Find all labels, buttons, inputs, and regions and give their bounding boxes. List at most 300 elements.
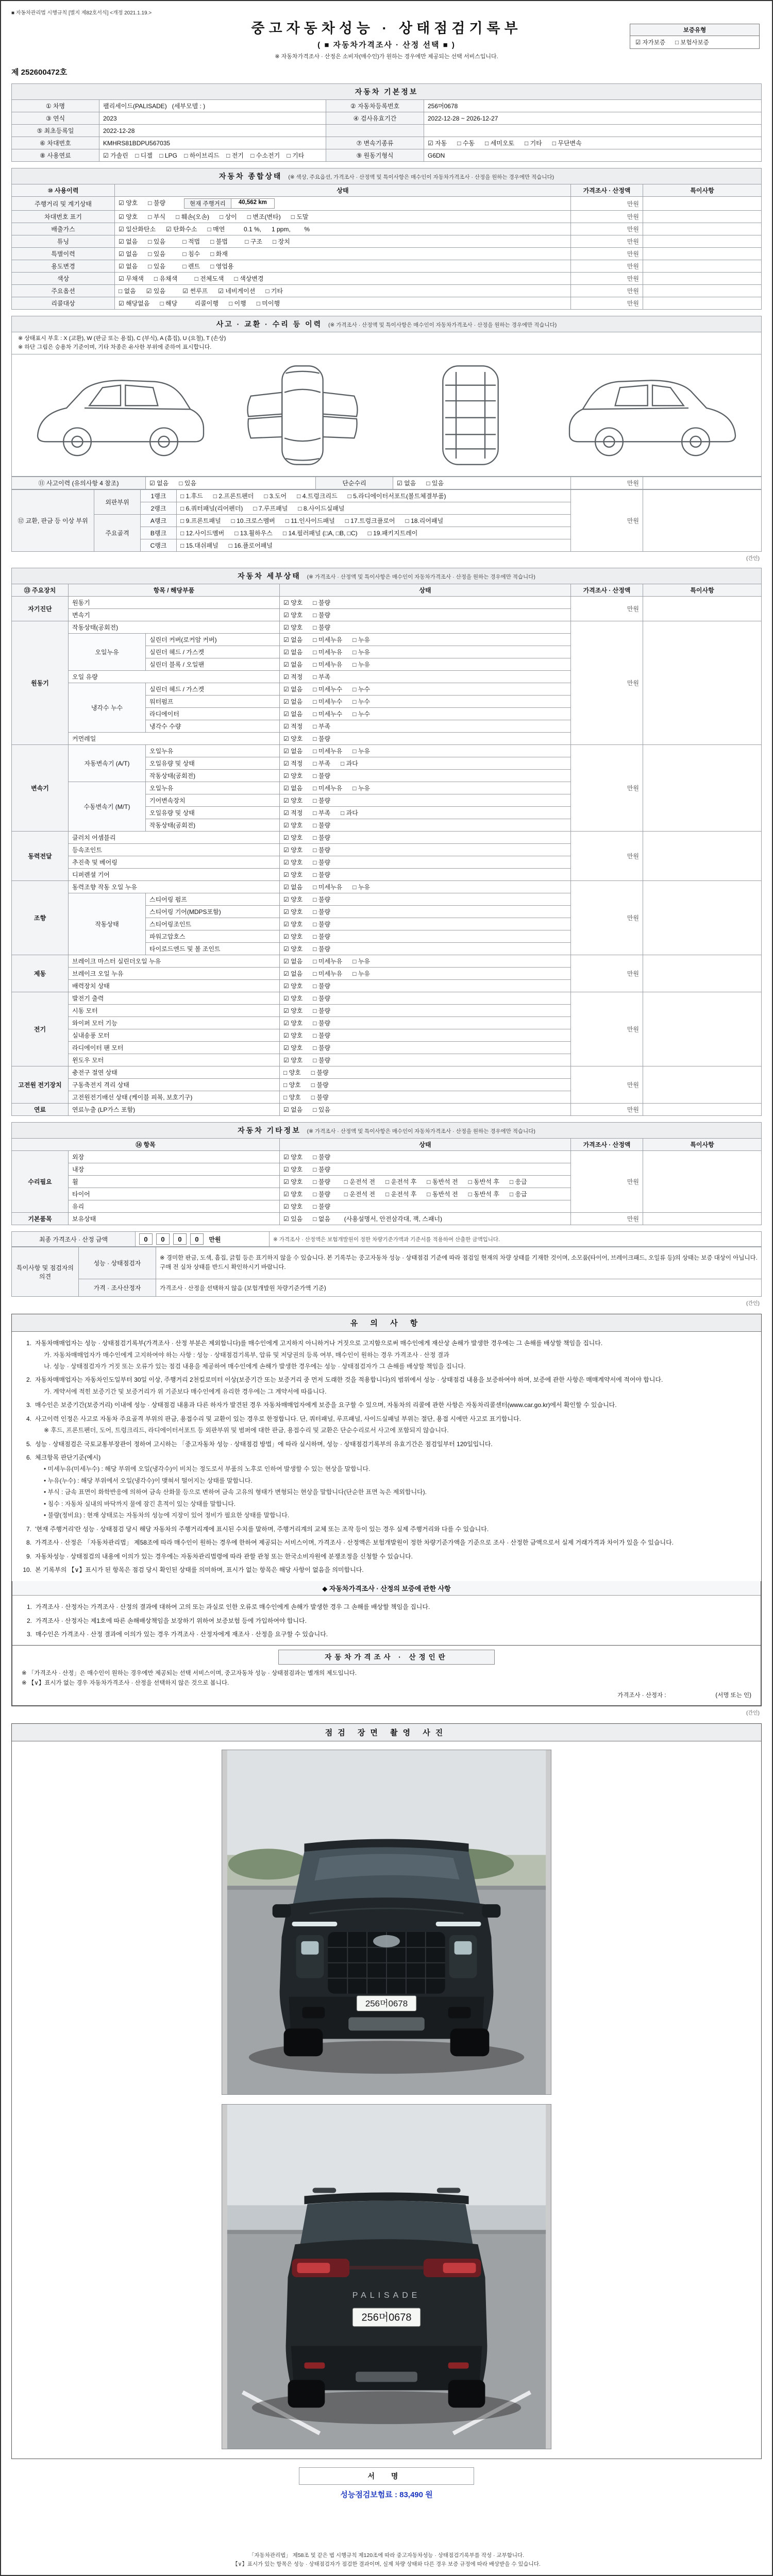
- group-label: 변속기: [12, 745, 69, 832]
- status-checkboxes: ☑ 양호 □ 불량: [280, 869, 571, 881]
- col-status: 상태: [115, 184, 571, 197]
- col-price: 가격조사 · 산정액: [571, 584, 643, 597]
- status-checkboxes: ☑ 없음 □ 미세누수 □ 누수: [280, 696, 571, 708]
- etc-row: [12, 1151, 762, 1163]
- note-cell: [643, 297, 762, 310]
- vehicle-rear-photo-image: [222, 2105, 551, 2449]
- note-cell: [643, 197, 762, 211]
- legend-symbols: ※ 상태표시 부호 : X (교환), W (판금 또는 용접), C (부식), A (흠집), U (요철), T (손상): [18, 335, 226, 342]
- item-label: 커먼레일: [69, 733, 280, 745]
- notice-item: [21, 1453, 752, 1463]
- rank-row: [12, 490, 762, 502]
- price-cell: 만원: [571, 273, 643, 285]
- status-checkboxes: ☑ 양호 □ 불량: [280, 609, 571, 621]
- rank-items: □ 6.쿼터패널(리어펜더) □ 7.루프패널 □ 8.사이드실패널: [177, 502, 571, 515]
- rank-items: □ 12.사이드멤버 □ 13.휠하우스 □ 14.필러패널 (□A, □B, □C) □ 19.패키지트레이: [177, 527, 571, 539]
- status-checkboxes: ☑ 적정 □ 부족: [280, 720, 571, 733]
- status-checkboxes: ☑ 양호 □ 불량: [280, 1163, 571, 1176]
- item-label: 라디에이터 팬 모터: [69, 1042, 280, 1054]
- page-subtitle-note: ※ 자동차가격조사 · 산정은 소비자(매수인)가 원하는 경우에만 제공되는 선택 서비스입니다.: [275, 54, 498, 60]
- overall-row: [12, 211, 762, 223]
- price-cell: 만원: [571, 477, 643, 489]
- status-checkboxes: ☑ 양호 □ 불량: [280, 856, 571, 869]
- field-label: ⑦ 변속기종류: [326, 137, 424, 149]
- item-label: 브레이크 오일 누유: [69, 968, 280, 980]
- status-checkboxes: ☑ 양호 □ 불량: [280, 733, 571, 745]
- item-label: 냉각수 수량: [146, 720, 280, 733]
- detail-header-row: [12, 584, 762, 597]
- section-basic-info: [11, 83, 762, 99]
- status-checkboxes: ☑ 없음 □ 미세누유 □ 누유: [280, 745, 571, 757]
- note-cell: [643, 992, 762, 1066]
- overall-table-body: [12, 197, 762, 310]
- status-checkboxes: ☑ 없음 □ 미세누유 □ 누유: [280, 782, 571, 794]
- rank-label: A랭크: [141, 515, 177, 527]
- detail-row: [12, 1104, 762, 1116]
- notice-text: 자동차성능 · 상태점검의 내용에 이의가 있는 경우에는 자동차관리법령에 따라 관할 관청 또는 한국소비자원에 분쟁조정을 신청할 수 있습니다.: [35, 1552, 413, 1560]
- fee-label: 성능점검보험료 :: [340, 2490, 397, 2500]
- item-label: 오일누유: [146, 782, 280, 794]
- fee-value: 83,490 원: [399, 2490, 433, 2500]
- footer-line-2: 【∨】표시가 있는 항목은 성능 · 상태점검자가 점검한 결과이며, 실제 차량 상태와 다른 경우 보증 규정에 따라 배상받을 수 있습니다.: [232, 2561, 541, 2568]
- notice-number: 10.: [23, 1566, 31, 1573]
- detail-row: [12, 745, 762, 757]
- detail-row: [12, 881, 762, 893]
- price-cell: 만원: [571, 832, 643, 881]
- section-etc: [11, 1122, 762, 1138]
- notice-item: [21, 1400, 752, 1410]
- item-label: 작동상태(공회전): [146, 770, 280, 782]
- status-checkboxes: ☑ 있음 □ 없음 (사용설명서, 안전삼각대, 잭, 스패너): [280, 1213, 571, 1225]
- status-checkboxes: ☑ 양호 □ 불량: [280, 893, 571, 906]
- status-checkboxes: ☑ 양호 □ 불량: [280, 1005, 571, 1017]
- notice-number: 1.: [26, 1603, 32, 1611]
- item-label: 스티어링조인트: [146, 918, 280, 930]
- price-cell: 만원: [571, 490, 643, 552]
- notice-item: [21, 1338, 752, 1348]
- overall-table: [11, 184, 762, 310]
- opinion-row: [12, 1279, 762, 1297]
- field-label: ⑧ 사용연료: [12, 149, 99, 162]
- car-diagram-left-side: [27, 361, 207, 469]
- item-label: 변속기: [69, 609, 280, 621]
- accident-ranks-table: [11, 489, 762, 552]
- section-detail: [11, 568, 762, 584]
- notice-subitem: 나. 성능 · 상태점검자가 거짓 또는 오류가 있는 점검 내용을 제공하여 매수인에게 손해가 발생한 경우에는 성능 · 상태점검자가 그 손해를 배상할 책임을 집니다.: [44, 1362, 466, 1370]
- notice-item: [22, 1616, 751, 1626]
- rank-items: □ 1.후드 □ 2.프론트펜더 □ 3.도어 □ 4.트렁크리드 □ 5.라디에이터서포트(볼트체결부품): [177, 490, 571, 502]
- usage-item-label: 특별이력: [12, 248, 115, 260]
- status-checkboxes: ☑ 없음 □ 미세누유 □ 누유: [280, 646, 571, 658]
- simple-repair-label: 단순수리: [316, 477, 393, 489]
- inspector-label: 성능 · 상태점검자: [79, 1247, 156, 1279]
- item-label: 윈도우 모터: [69, 1054, 280, 1066]
- basic-row: [12, 100, 762, 112]
- note-cell: [643, 1151, 762, 1213]
- form-reference: ■ 자동차관리법 시행규칙 [별지 제82호서식] <개정 2021.1.19.>: [11, 10, 152, 16]
- section-overall-title: 자동차 종합상태: [219, 172, 282, 180]
- item-label: 보유상태: [69, 1213, 280, 1225]
- notice-text: 성능 · 상태점검은 국토교통부장관이 정하여 고시하는 「중고자동차 성능 · 상태점검 방법」에 따라 실시하며, 성능 · 상태점검기록부의 유효기간은 점검일부터 120일입니다.: [35, 1440, 493, 1448]
- status-checkboxes: ☑ 없음 □ 미세누수 □ 누수: [280, 683, 571, 696]
- status-checkboxes: ☑ 없음 □ 미세누유 □ 누유: [280, 955, 571, 968]
- assessor-note-2: ※ 【∨】표시가 없는 경우 자동차가격조사 · 산정을 선택하지 않은 것으로 봅니다.: [22, 1680, 229, 1686]
- status-checkboxes: ☑ 양호 □ 불량: [280, 819, 571, 832]
- col-item: ⑭ 항목: [12, 1139, 280, 1151]
- status-checkboxes: ☑ 양호 □ 불량: [280, 930, 571, 943]
- item-label: 배력장치 상태: [69, 980, 280, 992]
- item-label: 오일 유량: [69, 671, 280, 683]
- notice-number: 2.: [26, 1376, 31, 1384]
- notices-list: [12, 1332, 761, 1581]
- status-checkboxes: ☑ 양호 □ 불량: [280, 770, 571, 782]
- subgroup-label: 자동변속기 (A/T): [69, 745, 146, 782]
- note-cell: [643, 621, 762, 745]
- final-price-row: [12, 1232, 762, 1247]
- status-checkboxes: ☑ 양호 □ 불량: [280, 1017, 571, 1029]
- assessor-title: 자동차가격조사 · 산정인란: [278, 1650, 495, 1665]
- section-etc-note: (※ 가격조사 · 산정액 및 특이사항은 매수인이 자동차가격조사 · 산정을 원하는 경우에만 적습니다): [307, 1128, 535, 1135]
- status-checkboxes: ☑ 적정 □ 부족: [280, 671, 571, 683]
- item-label: 유리: [69, 1200, 280, 1213]
- footer-line-1: 「자동차관리법」 제58조 및 같은 법 시행규칙 제120조에 따라 중고자동차성능 · 상태점검기록부를 작성 · 교부합니다.: [248, 2552, 525, 2559]
- usage-item-label: 배출가스: [12, 223, 115, 235]
- field-value: G6DN: [424, 149, 762, 162]
- notice-subitem: • 누유(누수) : 해당 부위에서 오일(냉각수)이 맺혀서 떨어지는 상태를 말합니다.: [44, 1477, 253, 1484]
- car-diagrams: [11, 354, 762, 477]
- assessor-signature-line: 가격조사 · 산정자 : (서명 또는 인): [617, 1692, 751, 1699]
- group-label: 조향: [12, 881, 69, 955]
- note-cell: [643, 490, 762, 552]
- notice-text: 본 기록부의 【∨】표시가 된 항목은 점검 당시 확인된 상태를 의미하며, 표시가 없는 항목은 해당 사항이 없음을 의미합니다.: [35, 1566, 364, 1573]
- detail-row: [12, 992, 762, 1005]
- odometer-box: [184, 198, 275, 209]
- item-label: 기어변속장치: [146, 794, 280, 807]
- item-label: 추진축 및 베어링: [69, 856, 280, 869]
- status-checkboxes: ☑ 없음 □ 있음 □ 렌트 □ 영업용: [115, 260, 571, 273]
- price-cell: 만원: [571, 248, 643, 260]
- notice-text: 매수인은 보증기간(보증거리) 이내에 성능 · 상태점검 내용과 다른 하자가 발견된 경우 자동차매매업자에게 보증을 요구할 수 있으며, 자동차의 리콜에 관한 사항은 자동차리콜센터(www.car.go.kr)에서 확인할 수 있습니다.: [35, 1401, 617, 1409]
- section-overall-note: (※ 색상, 주요옵션, 가격조사 · 산정액 및 특이사항은 매수인이 자동차가격조사 · 산정을 원하는 경우에만 적습니다): [288, 174, 554, 180]
- item-label: 고전원전기배선 상태 (케이블 피복, 보호기구): [69, 1091, 280, 1104]
- price-cell: 만원: [571, 955, 643, 992]
- field-value: 2023: [99, 112, 326, 125]
- legend-basis: ※ 하단 그림은 승용차 기준이며, 기타 차종은 유사한 부위에 준하여 표시합니다.: [18, 344, 212, 351]
- status-checkboxes: ☑ 적정 □ 부족 □ 과다: [280, 807, 571, 819]
- notice-item: [21, 1552, 752, 1562]
- notice-text: '현재 주행거리'란 성능 · 상태점검 당시 해당 자동차의 주행거리계에 표시된 수치를 말하며, 주행거리계의 교체 또는 조작 등이 있는 경우 실제 주행거리와 다를 수 있습니다.: [35, 1525, 489, 1533]
- status-checkboxes: ☑ 없음 □ 있음: [280, 1104, 571, 1116]
- notice-text: 자동차매매업자는 성능 · 상태점검기록부(가격조사 · 산정 부분은 제외합니다)를 매수인에게 고지하지 아니하거나 거짓으로 고지함으로써 매수인에게 재산상 손해가 발생한 경우에는 그 손해를 배상할 책임을 집니다.: [35, 1340, 603, 1347]
- price-cell: 만원: [571, 881, 643, 955]
- amount-digit-box: 0: [139, 1233, 153, 1245]
- notice-item: [21, 1538, 752, 1548]
- note-cell: [643, 832, 762, 881]
- detail-row: [12, 1066, 762, 1079]
- usage-item-label: 튜닝: [12, 235, 115, 248]
- note-cell: [643, 477, 762, 489]
- notice-number: 4.: [26, 1415, 31, 1422]
- final-price-table: [11, 1231, 762, 1247]
- accident-history-label: ⑪ 사고이력 (유의사항 4 참조): [12, 477, 146, 489]
- item-label: 원동기: [69, 597, 280, 609]
- item-label: 와이퍼 모터 기능: [69, 1017, 280, 1029]
- vehicle-front-photo-image: [222, 1750, 551, 2094]
- section-detail-title: 자동차 세부상태: [238, 572, 301, 581]
- notices-title: 유 의 사 항: [12, 1314, 761, 1332]
- opinion-row: [12, 1247, 762, 1279]
- note-cell: [643, 597, 762, 621]
- notice-item: [21, 1439, 752, 1449]
- etc-table-body: [12, 1151, 762, 1225]
- status-checkboxes: ☑ 양호 □ 불량: [280, 1042, 571, 1054]
- overall-row: [12, 197, 762, 211]
- rank-label: 1랭크: [141, 490, 177, 502]
- guarantee-title: ◆ 자동차가격조사 · 산정의 보증에 관한 사항: [12, 1581, 761, 1596]
- status-checkboxes: ☑ 양호 □ 불량: [280, 1054, 571, 1066]
- price-cell: 만원: [571, 1066, 643, 1104]
- notice-subitem: • 침수 : 자동차 실내의 바닥까지 물에 잠긴 흔적이 있는 상태를 말합니다.: [44, 1500, 236, 1507]
- status-checkboxes: □ 양호 □ 불량: [280, 1091, 571, 1104]
- status-checkboxes: ☑ 없음 □ 미세누유 □ 누유: [280, 658, 571, 671]
- notice-number: 1.: [26, 1340, 31, 1347]
- status-checkboxes: ☑ 양호 □ 부식 □ 훼손(오손) □ 상이 □ 변조(변타) □ 도말: [115, 211, 571, 223]
- item-label: 라디에이터: [146, 708, 280, 720]
- status-checkboxes: ☑ 양호 □ 불량 □ 운전석 전 □ 운전석 후 □ 동반석 전 □ 동반석 후 □ 응급: [280, 1176, 571, 1188]
- item-label: 작동상태(공회전): [146, 819, 280, 832]
- final-price-note: ※ 가격조사 · 산정액은 보험개발원이 정한 차량기준가액과 기준서를 적용하여 산출한 금액입니다.: [270, 1232, 762, 1247]
- photos-wrap: [12, 1741, 761, 2459]
- status-checkboxes: ☑ 양호 □ 불량: [280, 906, 571, 918]
- detail-row: [12, 832, 762, 844]
- etc-table: [11, 1138, 762, 1225]
- section-accident-note: (※ 가격조사 · 산정액 및 특이사항은 매수인이 자동차가격조사 · 산정을 원하는 경우에만 적습니다): [328, 322, 557, 328]
- warranty-type-title: 보증유형: [630, 24, 759, 36]
- field-value: ☑ 가솔린 □ 디젤 □ LPG □ 하이브리드 □ 전기 □ 수소전기 □ 기타: [99, 149, 326, 162]
- note-cell: [643, 745, 762, 832]
- price-cell: 만원: [571, 285, 643, 297]
- field-label: ④ 검사유효기간: [326, 112, 424, 125]
- page-seal-note: (간인): [746, 556, 760, 562]
- usage-item-label: 주요옵션: [12, 285, 115, 297]
- etc-row: [12, 1213, 762, 1225]
- status-checkboxes: ☑ 양호 □ 불량: [280, 980, 571, 992]
- final-amount-unit: 만원: [209, 1236, 221, 1244]
- notice-number: 2.: [26, 1617, 32, 1624]
- status-checkboxes: ☑ 없음 □ 미세누유 □ 누유: [280, 881, 571, 893]
- status-checkboxes: ☑ 양호 □ 불량: [280, 1151, 571, 1163]
- item-label: 실린더 커버(로커암 커버): [146, 634, 280, 646]
- amount-digit-box: 0: [173, 1233, 187, 1245]
- overall-row: [12, 248, 762, 260]
- basic-row: [12, 137, 762, 149]
- status-checkboxes: ☑ 양호 □ 불량: [280, 597, 571, 609]
- notice-number: 6.: [26, 1454, 31, 1462]
- final-price-label: 최종 가격조사 · 산정 금액: [12, 1232, 136, 1247]
- notice-number: 9.: [26, 1552, 31, 1560]
- overall-header-row: [12, 184, 762, 197]
- note-cell: [643, 1213, 762, 1225]
- usage-item-label: 색상: [12, 273, 115, 285]
- item-label: 연료누출 (LP가스 포함): [69, 1104, 280, 1116]
- photos-box: [11, 1723, 762, 2459]
- col-note: 특이사항: [643, 584, 762, 597]
- assessor-note-1: ※ 「가격조사 · 산정」은 매수인이 원하는 경우에만 제공되는 선택 서비스이며, 중고자동차 성능 · 상태점검과는 별개의 제도입니다.: [22, 1670, 357, 1677]
- item-label: 시동 모터: [69, 1005, 280, 1017]
- item-label: 오일유량 및 상태: [146, 757, 280, 770]
- col-usage: ⑩ 사용이력: [12, 184, 115, 197]
- note-cell: [643, 1104, 762, 1116]
- status-checkboxes: ☑ 양호 □ 불량: [280, 918, 571, 930]
- notice-subitem: • 불량(정비요) : 현재 상태로는 자동차의 성능에 지장이 있어 정비가 필요한 상태를 말합니다.: [44, 1512, 290, 1519]
- warranty-type-options: ☑ 자가보증 □ 보험사보증: [635, 40, 709, 46]
- detail-table-body: [12, 597, 762, 1116]
- rank-items: □ 9.프론트패널 □ 10.크로스멤버 □ 11.인사이드패널 □ 17.트렁크플로어 □ 18.리어패널: [177, 515, 571, 527]
- usage-item-label: 차대번호 표기: [12, 211, 115, 223]
- notice-subitem: • 부식 : 금속 표면이 화학반응에 의하여 금속 산화물 등으로 변하여 금속 고유의 형태가 변형되는 현상을 말합니다(단순한 표면 녹은 제외합니다).: [44, 1488, 427, 1496]
- status-checkboxes: ☑ 양호 □ 불량: [280, 1029, 571, 1042]
- item-label: 실내송풍 모터: [69, 1029, 280, 1042]
- usage-item-label: 용도변경: [12, 260, 115, 273]
- group-label: 자기진단: [12, 597, 69, 621]
- item-label: 작동상태(공회전): [69, 621, 280, 634]
- price-cell: 만원: [571, 992, 643, 1066]
- section-overall: [11, 168, 762, 184]
- status-checkboxes: ☑ 없음 □ 있음 □ 적법 □ 불법 □ 구조 □ 장치: [115, 235, 571, 248]
- final-amount-boxes: [139, 1236, 207, 1243]
- item-label: 브레이크 마스터 실린더오일 누유: [69, 955, 280, 968]
- section-etc-title: 자동차 기타정보: [238, 1126, 301, 1135]
- item-label: 파워고압호스: [146, 930, 280, 943]
- status-checkboxes: ☑ 없음 □ 있음 □ 침수 □ 화재: [115, 248, 571, 260]
- etc-header-row: [12, 1139, 762, 1151]
- notice-number: 7.: [26, 1525, 31, 1533]
- field-value: 팰리세이드(PALISADE) (세부모델 : ): [99, 100, 326, 112]
- overall-row: [12, 285, 762, 297]
- notice-number: 3.: [26, 1631, 32, 1638]
- notice-text: 매수인은 가격조사 · 산정 결과에 이의가 있는 경우 가격조사 · 산정자에게 재조사 · 산정을 요구할 수 있습니다.: [36, 1631, 328, 1638]
- item-label: 디퍼렌셜 기어: [69, 869, 280, 881]
- col-status: 상태: [280, 584, 571, 597]
- detail-row: [12, 955, 762, 968]
- rank-label: 2랭크: [141, 502, 177, 515]
- note-cell: [643, 273, 762, 285]
- car-diagram-right-side: [566, 361, 746, 469]
- vehicle-front-photo: [222, 1750, 551, 2095]
- price-cell: 만원: [571, 235, 643, 248]
- status-checkboxes: ☑ 해당없음 □ 해당 리콜이행 □ 이행 □ 미이행: [115, 297, 571, 310]
- guarantee-list: [12, 1596, 761, 1645]
- rank-label: B랭크: [141, 527, 177, 539]
- status-checkboxes: □ 양호 □ 불량: [280, 1066, 571, 1079]
- notice-subitem: ※ 후드, 프론트펜더, 도어, 트렁크리드, 라디에이터서포트 등 외판부위 및 범퍼에 대한 판금, 용접수리 및 교환은 단순수리로서 사고에 포함되지 않습니다.: [44, 1427, 449, 1434]
- field-value: ☑ 자동 □ 수동 □ 세미오토 □ 기타 □ 무단변속: [424, 137, 762, 149]
- rank-items: □ 15.대쉬패널 □ 16.플로어패널: [177, 539, 571, 552]
- notice-number: 8.: [26, 1539, 31, 1547]
- document-number: 제 252600472호: [11, 68, 68, 77]
- item-label: 타이로드엔드 및 볼 조인트: [146, 943, 280, 955]
- status-checkboxes: ☑ 일산화탄소 ☑ 탄화수소 □ 매연 0.1 %, 1 ppm, %: [115, 223, 571, 235]
- page-title: 중고자동차성능 · 상태점검기록부: [251, 21, 522, 36]
- note-cell: [643, 1066, 762, 1104]
- model-badge-text: PALISADE: [352, 2291, 421, 2300]
- section-basic-title: 자동차 기본정보: [355, 88, 418, 96]
- item-label: 오일누유: [146, 745, 280, 757]
- price-cell: 만원: [571, 211, 643, 223]
- field-value: 2022-12-28 ~ 2026-12-27: [424, 112, 762, 125]
- appraiser-label: 가격 · 조사산정자: [79, 1279, 156, 1297]
- field-label: ⑥ 차대번호: [12, 137, 99, 149]
- usage-item-label: 리콜대상: [12, 297, 115, 310]
- opinion-label: 특이사항 및 점검자의 의견: [12, 1247, 79, 1297]
- group-label: 전기: [12, 992, 69, 1066]
- simple-repair-status: ☑ 없음 □ 있음: [393, 477, 571, 489]
- notice-item: [21, 1524, 752, 1534]
- status-checkboxes: ☑ 없음 □ 미세누유 □ 누유: [280, 968, 571, 980]
- detail-row: [12, 621, 762, 634]
- subgroup-label: 냉각수 누수: [69, 683, 146, 733]
- overall-row: [12, 235, 762, 248]
- item-label: 클러치 어셈블리: [69, 832, 280, 844]
- frame-label: 주요골격: [94, 515, 141, 552]
- field-label: [326, 125, 424, 137]
- notice-subitem: 가. 계약서에 적힌 보증기간 및 보증거리가 위 기준보다 매수인에게 유리한 경우에는 그 계약서에 따릅니다.: [44, 1387, 327, 1395]
- notice-item: [21, 1375, 752, 1385]
- basic-row: [12, 149, 762, 162]
- field-value: [424, 125, 762, 137]
- item-label: 구동축전지 격리 상태: [69, 1079, 280, 1091]
- status-checkboxes: ☑ 무채색 □ 유채색 □ 전체도색 □ 색상변경: [115, 273, 571, 285]
- notice-subitem: 가. 자동차매매업자가 매수인에게 고지하여야 하는 사항 : 성능 · 상태점검기록부, 압류 및 저당권의 등록 여부, 매수인이 원하는 경우 가격조사 · 산정 결과: [44, 1351, 449, 1359]
- col-major-device: ⑬ 주요장치: [12, 584, 69, 597]
- basic-row: [12, 112, 762, 125]
- accident-legend: [11, 332, 762, 354]
- notice-number: 5.: [26, 1440, 31, 1448]
- price-cell: 만원: [571, 223, 643, 235]
- accident-history-table: [11, 477, 762, 489]
- accident-history-status: ☑ 없음 □ 있음: [146, 477, 316, 489]
- note-cell: [643, 285, 762, 297]
- price-cell: 만원: [571, 197, 643, 211]
- note-cell: [643, 881, 762, 955]
- guarantee-box: [12, 1581, 761, 1645]
- group-label: 고전원 전기장치: [12, 1066, 69, 1104]
- section-accident: [11, 316, 762, 332]
- section-detail-note: (※ 가격조사 · 산정액 및 특이사항은 매수인이 자동차가격조사 · 산정을 원하는 경우에만 적습니다): [307, 574, 535, 581]
- item-label: 휠: [69, 1176, 280, 1188]
- page-subtitle: ( ■ 자동차가격조사 · 산정 선택 ■ ): [317, 41, 456, 49]
- status-checkboxes: ☑ 없음 □ 미세누유 □ 누유: [280, 634, 571, 646]
- item-label: 실린더 헤드 / 가스켓: [146, 646, 280, 658]
- notice-text: 체크항목 판단기준(예시): [35, 1454, 101, 1462]
- inspection-insurance-fee: [11, 2489, 762, 2500]
- rear-license-plate-text: 256머0678: [361, 2312, 412, 2324]
- status-checkboxes: □ 없음 ☑ 있음 ☑ 썬루프 ☑ 네비게이션 □ 기타: [115, 285, 571, 297]
- field-label: ⑤ 최초등록일: [12, 125, 99, 137]
- final-price-amount: [136, 1232, 270, 1247]
- basic-table-body: [12, 100, 762, 162]
- field-label: ② 자동차등록번호: [326, 100, 424, 112]
- group-label: 동력전달: [12, 832, 69, 881]
- overall-row: [12, 297, 762, 310]
- subgroup-label: 작동상태: [69, 893, 146, 955]
- status-checkboxes: ☑ 양호 □ 불량: [280, 992, 571, 1005]
- group-label: 연료: [12, 1104, 69, 1116]
- appraiser-comment: 가격조사 · 산정을 선택하지 않음 (보험개발원 차량기준가액 기준): [156, 1279, 762, 1297]
- field-label: ① 차명: [12, 100, 99, 112]
- price-cell: 만원: [571, 1151, 643, 1213]
- note-cell: [643, 235, 762, 248]
